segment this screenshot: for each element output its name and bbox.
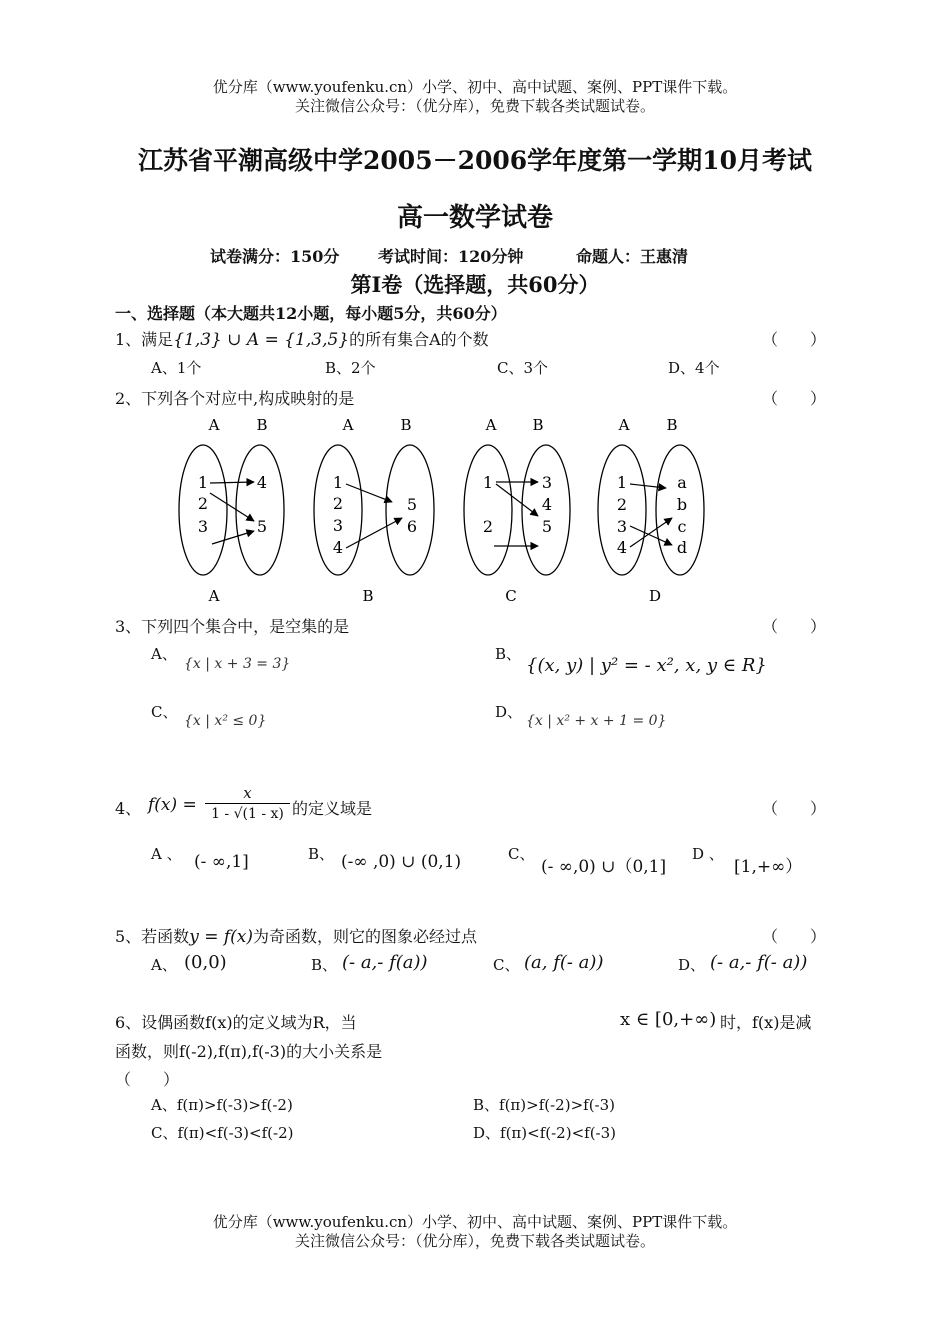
q6-option-a: A、f(π)>f(-3)>f(-2) [151, 1096, 293, 1114]
q5-option-d-label: D、 [678, 956, 706, 974]
diagram-b-left-4: 4 [332, 538, 344, 557]
q3-option-a-label: A、 [151, 645, 177, 663]
q5-option-c-expr: (a, f(- a)) [524, 952, 604, 973]
q5-option-d-expr: (- a,- f(- a)) [710, 952, 808, 973]
q6-option-c: C、f(π)<f(-3)<f(-2) [151, 1124, 294, 1142]
diagram-c-left-2: 2 [482, 517, 494, 536]
part-heading: 一、选择题（本大题共12小题，每小题5分，共60分） [115, 304, 507, 323]
q5-expression: y = f(x) [189, 927, 253, 947]
q4-option-b-expr: (-∞ ,0) ∪ (0,1) [341, 852, 462, 872]
q1-option-d: D、4个 [668, 359, 720, 377]
q4-option-a-expr: (- ∞,1] [194, 852, 249, 872]
q6-line1-prefix: 6、设偶函数f(x)的定义域为R，当 [115, 1013, 357, 1032]
diagram-a-left-2: 2 [197, 494, 209, 513]
q1-suffix: 的所有集合A的个数 [349, 330, 489, 349]
diagram-d-right-4: d [676, 538, 688, 557]
diagram-d-right-1: a [677, 473, 687, 492]
q1-prefix: 1、满足 [115, 330, 174, 349]
q3-option-b-label: B、 [495, 645, 522, 663]
q2-question: 2、下列各个对应中,构成映射的是 [115, 389, 355, 408]
exam-time: 考试时间：120分钟 [378, 247, 524, 266]
q4-numerator: x [243, 784, 252, 802]
q3-option-c-expr: {x | x² ≤ 0} [184, 713, 267, 729]
diagram-c-set-a [464, 445, 512, 575]
q6-line2: 函数，则f(-2),f(π),f(-3)的大小关系是 [115, 1042, 383, 1061]
diagram-a-right-2: 5 [256, 517, 268, 536]
q6-option-d: D、f(π)<f(-2)<f(-3) [473, 1124, 617, 1142]
exam-title: 江苏省平潮高级中学2005－2006学年度第一学期10月考试 [138, 146, 812, 175]
diagram-a-arrow-2 [210, 493, 254, 521]
diagram-b-left-2: 2 [332, 494, 344, 513]
q3-option-d-expr: {x | x² + x + 1 = 0} [526, 713, 667, 729]
q6-answer-blank[interactable]: （ ） [115, 1070, 180, 1089]
q5-option-b-label: B、 [311, 956, 338, 974]
diagram-d-arrow-1 [630, 484, 666, 488]
diagram-c-right-1: 3 [541, 473, 553, 492]
diagram-c-label: C [505, 587, 517, 605]
q2-answer-blank[interactable]: （ ） [762, 389, 827, 408]
diagram-d-left-2: 2 [616, 495, 628, 514]
q4-answer-blank[interactable]: （ ） [762, 799, 827, 818]
q5-prefix: 5、若函数 [115, 927, 190, 946]
q4-option-b-label: B、 [308, 845, 335, 863]
q4-option-d-label: D 、 [692, 845, 724, 863]
diagram-d-left-1: 1 [616, 473, 628, 492]
q4-function: f(x) = [148, 795, 197, 815]
diagram-c-right-2: 4 [541, 495, 553, 514]
q5-option-a-label: A、 [151, 956, 177, 974]
q3-option-c-label: C、 [151, 703, 178, 721]
diagram-c [464, 416, 570, 605]
diagram-a-top-b: B [256, 416, 268, 434]
q1-answer-blank[interactable]: （ ） [762, 330, 827, 349]
diagram-c-right-3: 5 [541, 517, 553, 536]
exam-author: 命题人：王惠清 [576, 247, 689, 266]
diagram-a-left-1: 1 [197, 473, 209, 492]
q5-option-b-expr: (- a,- f(a)) [342, 952, 428, 973]
diagram-d-right-3: c [677, 517, 687, 536]
diagram-b-left-1: 1 [332, 473, 344, 492]
diagram-a-right-1: 4 [256, 473, 268, 492]
q4-option-c-expr: (- ∞,0) ∪（0,1] [541, 857, 667, 877]
diagram-d-top-a: A [618, 416, 630, 434]
diagram-a [179, 416, 284, 605]
mapping-diagrams [170, 412, 710, 607]
q4-option-c-label: C、 [508, 845, 535, 863]
diagram-b-arrow-2 [346, 518, 402, 548]
diagram-b [314, 416, 434, 605]
q3-question: 3、下列四个集合中，是空集的是 [115, 617, 350, 636]
diagram-a-left-3: 3 [197, 517, 209, 536]
q1-option-b: B、2个 [325, 359, 376, 377]
diagram-b-top-a: A [342, 416, 354, 434]
diagram-b-top-b: B [400, 416, 412, 434]
diagram-b-right-1: 5 [406, 495, 418, 514]
q6-line1-suffix: 时，f(x)是减 [720, 1013, 812, 1032]
q1-option-a: A、1个 [151, 359, 202, 377]
q5-suffix: 为奇函数，则它的图象必经过点 [253, 927, 478, 946]
diagram-a-set-b [236, 445, 284, 575]
q3-option-b-expr: {(x, y) | y² = - x², x, y ∈ R} [526, 655, 767, 676]
footer-line-2: 关注微信公众号：（优分库），免费下载各类试题试卷。 [294, 1232, 655, 1250]
q3-answer-blank[interactable]: （ ） [762, 617, 827, 636]
diagram-b-label: B [362, 587, 374, 605]
diagram-d-top-b: B [666, 416, 678, 434]
q4-option-a-label: A 、 [151, 845, 182, 863]
diagram-d [598, 416, 704, 605]
header-line-1: 优分库（www.youfenku.cn）小学、初中、高中试题、案例、PPT课件下载。 [212, 78, 738, 96]
diagram-c-arrow-2 [496, 484, 538, 516]
q4-suffix: 的定义域是 [292, 799, 373, 818]
diagram-c-top-b: B [532, 416, 544, 434]
q4-prefix: 4、 [115, 799, 142, 818]
diagram-c-top-a: A [485, 416, 497, 434]
diagram-b-right-2: 6 [406, 517, 418, 536]
q3-option-d-label: D、 [495, 703, 523, 721]
q5-question [115, 924, 477, 947]
q1-expression: {1,3} ∪ A = {1,3,5} [173, 330, 350, 350]
diagram-b-arrow-1 [346, 484, 392, 502]
diagram-d-label: D [648, 587, 662, 605]
q1-question [115, 327, 489, 350]
diagram-a-arrow-3 [212, 531, 254, 544]
q5-option-c-label: C、 [493, 956, 520, 974]
q6-line1-expr: x ∈ [0,+∞) [620, 1009, 717, 1030]
exam-subtitle: 高一数学试卷 [396, 203, 553, 233]
diagram-a-top-a: A [208, 416, 220, 434]
diagram-d-right-2: b [676, 495, 688, 514]
volume-heading: 第Ⅰ卷（选择题，共60分） [350, 272, 600, 297]
q4-fraction [205, 784, 290, 823]
q4-fraction-bar [205, 803, 290, 804]
header-line-2: 关注微信公众号：（优分库），免费下载各类试题试卷。 [294, 97, 655, 115]
q6-option-b: B、f(π)>f(-2)>f(-3) [473, 1096, 616, 1114]
q5-option-a-expr: (0,0) [184, 952, 227, 973]
q1-option-c: C、3个 [497, 359, 549, 377]
diagram-a-arrow-1 [210, 482, 254, 483]
diagram-d-left-3: 3 [616, 517, 628, 536]
q3-option-a-expr: {x | x + 3 = 3} [184, 656, 291, 672]
diagram-a-label: A [208, 587, 220, 605]
q5-answer-blank[interactable]: （ ） [762, 927, 827, 946]
diagram-c-left-1: 1 [482, 473, 494, 492]
q4-denominator: 1 - √(1 - x) [211, 806, 284, 822]
q4-option-d-expr: [1,+∞） [734, 857, 803, 877]
diagram-d-left-4: 4 [616, 538, 628, 557]
diagram-b-left-3: 3 [332, 516, 344, 535]
footer-line-1: 优分库（www.youfenku.cn）小学、初中、高中试题、案例、PPT课件下载。 [212, 1213, 738, 1231]
exam-score: 试卷满分：150分 [210, 247, 340, 266]
